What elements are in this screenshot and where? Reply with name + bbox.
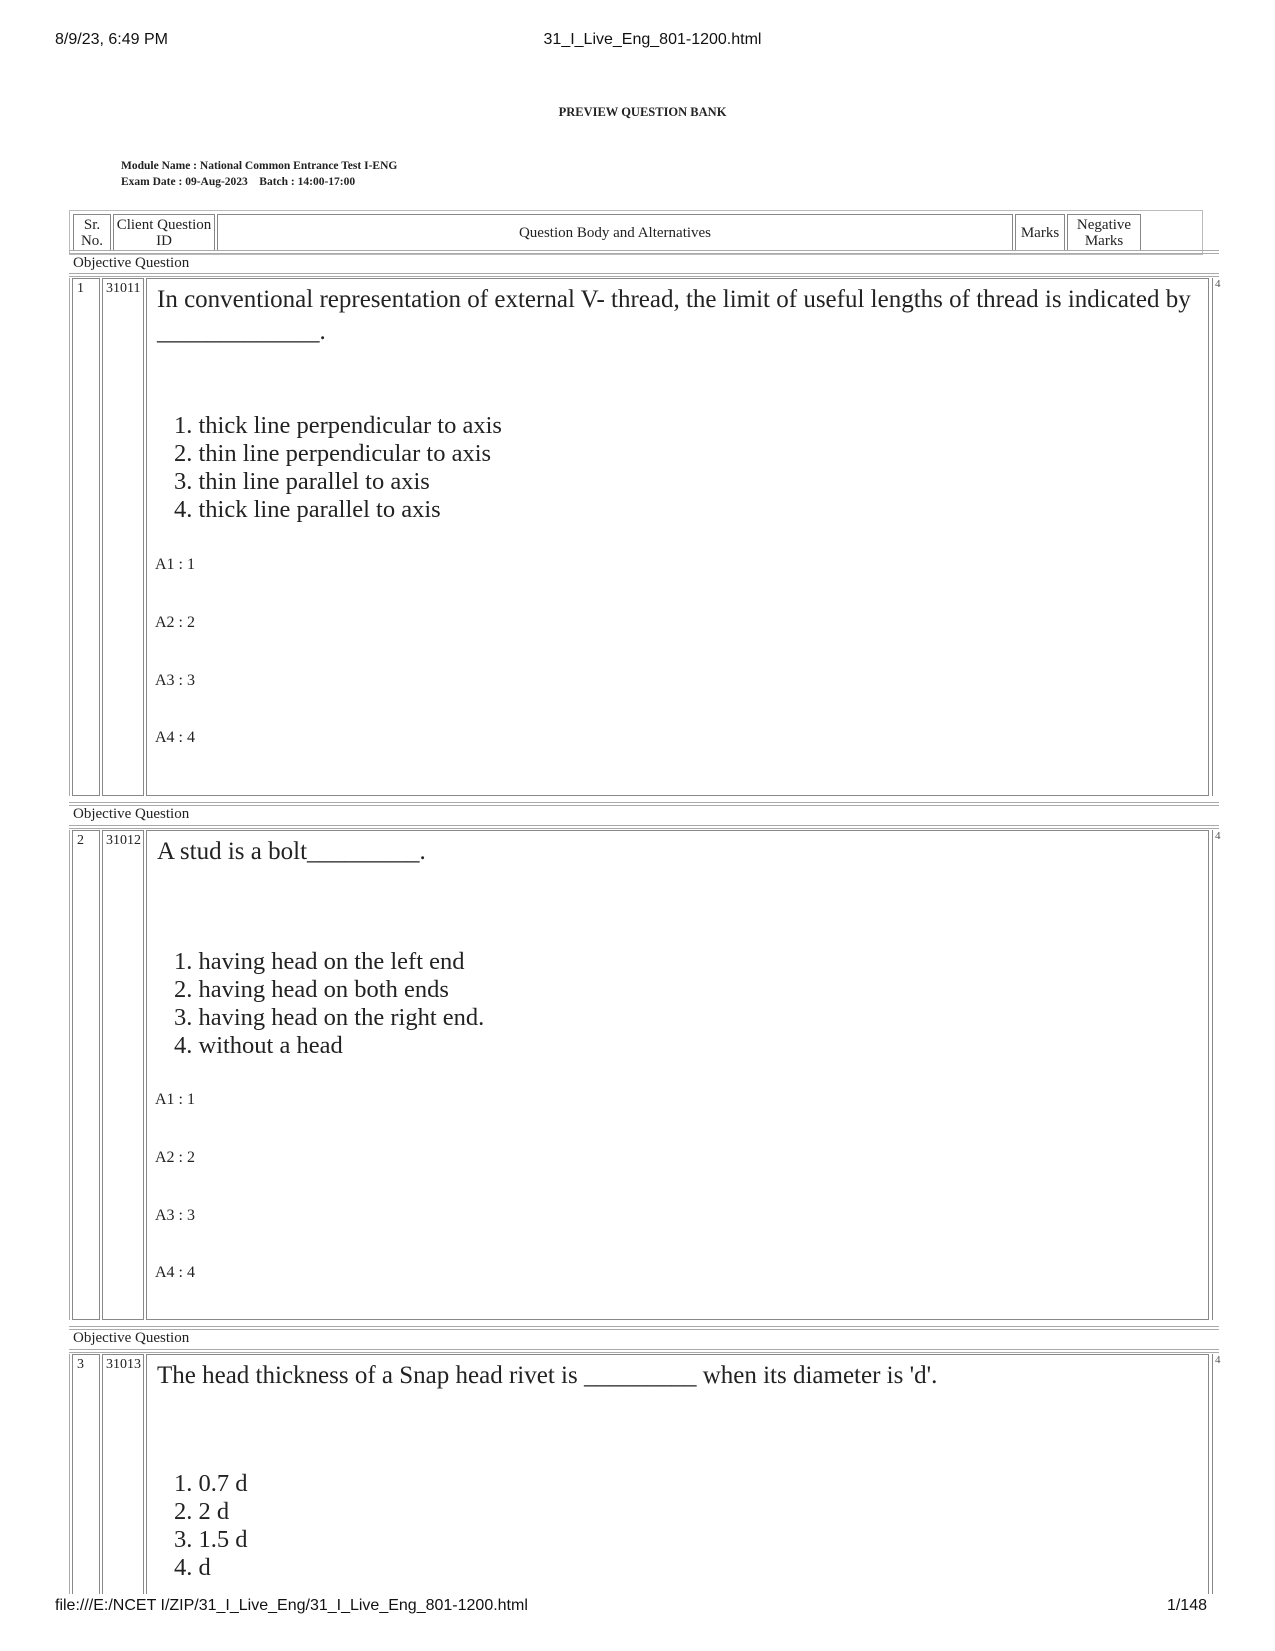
option-item: 1. 0.7 d xyxy=(174,1470,248,1497)
print-page-number: 1/148 xyxy=(1166,1597,1207,1614)
header-negative-marks xyxy=(1067,214,1141,251)
option-list xyxy=(174,412,502,524)
sr-no: 3 xyxy=(72,1354,100,1594)
header-negative-text: Negative Marks xyxy=(1076,216,1132,249)
client-question-id: 31011 xyxy=(102,278,144,796)
header-client-question-id xyxy=(113,214,215,251)
answer-key: A1 : 1 xyxy=(155,1091,195,1108)
question-body xyxy=(146,1354,1209,1594)
option-item: 2. thin line perpendicular to axis xyxy=(174,440,492,467)
option-item: 4. thick line parallel to axis xyxy=(174,496,441,523)
question-row xyxy=(69,830,1219,1320)
option-item: 4. without a head xyxy=(174,1032,343,1059)
option-item: 3. thin line parallel to axis xyxy=(174,468,430,495)
marks-cell-clipped: 4 xyxy=(1212,830,1223,1320)
client-question-id: 31013 xyxy=(102,1354,144,1594)
question-text: A stud is a bolt_________. xyxy=(157,838,426,865)
module-name: Module Name : National Common Entrance Test I-ENG xyxy=(121,160,398,172)
question-body xyxy=(146,278,1209,796)
header-marks: Marks xyxy=(1015,214,1065,251)
section-label: Objective Question xyxy=(73,806,190,822)
exam-date-batch xyxy=(121,176,355,188)
option-list xyxy=(174,1470,248,1582)
option-item: 4. d xyxy=(174,1554,211,1581)
section-divider xyxy=(69,802,1219,806)
question-body xyxy=(146,830,1209,1320)
question-text: In conventional representation of external V- thread, the limit of useful lengths of thread is indicated by _____________. xyxy=(157,286,1191,345)
option-item: 1. thick line perpendicular to axis xyxy=(174,412,502,439)
marks-cell-clipped: 4 xyxy=(1212,278,1223,796)
answer-key: A3 : 3 xyxy=(155,1207,195,1224)
option-list xyxy=(174,948,484,1060)
sr-no: 1 xyxy=(72,278,100,796)
answer-key: A4 : 4 xyxy=(155,729,195,746)
answer-key: A2 : 2 xyxy=(155,614,195,631)
answer-key: A3 : 3 xyxy=(155,672,195,689)
option-item: 1. having head on the left end xyxy=(174,948,465,975)
section-divider xyxy=(69,1326,1219,1330)
section-label: Objective Question xyxy=(73,255,190,271)
print-datetime: 8/9/23, 6:49 PM xyxy=(55,31,168,48)
exam-line-text: Exam Date : 09-Aug-2023 Batch : 14:00-17:00 xyxy=(121,176,356,188)
print-file-title: 31_I_Live_Eng_801-1200.html xyxy=(543,31,762,48)
question-text: The head thickness of a Snap head rivet is _________ when its diameter is 'd'. xyxy=(157,1362,938,1389)
header-sr-no-text: Sr. No. xyxy=(80,216,104,249)
answer-key: A1 : 1 xyxy=(155,556,195,573)
section-divider xyxy=(69,1349,1219,1353)
option-item: 2. 2 d xyxy=(174,1498,230,1525)
option-item: 3. 1.5 d xyxy=(174,1526,248,1553)
section-divider xyxy=(69,250,1219,254)
client-question-id: 31012 xyxy=(102,830,144,1320)
section-divider xyxy=(69,825,1219,829)
option-item: 3. having head on the right end. xyxy=(174,1004,485,1031)
option-item: 2. having head on both ends xyxy=(174,976,449,1003)
table-header xyxy=(69,210,1203,255)
section-divider xyxy=(69,273,1219,277)
answer-key: A4 : 4 xyxy=(155,1264,195,1281)
header-client-id-text: Client Question ID xyxy=(116,216,212,249)
answer-key: A2 : 2 xyxy=(155,1149,195,1166)
question-row xyxy=(69,1354,1219,1594)
question-row xyxy=(69,278,1219,796)
print-file-path: file:///E:/NCET I/ZIP/31_I_Live_Eng/31_I_Live_Eng_801-1200.html xyxy=(55,1597,528,1614)
sr-no: 2 xyxy=(72,830,100,1320)
page-title: PREVIEW QUESTION BANK xyxy=(558,105,727,119)
marks-cell-clipped: 4 xyxy=(1212,1354,1223,1594)
header-sr-no xyxy=(73,214,111,251)
header-question-body: Question Body and Alternatives xyxy=(217,214,1013,251)
section-label: Objective Question xyxy=(73,1330,190,1346)
